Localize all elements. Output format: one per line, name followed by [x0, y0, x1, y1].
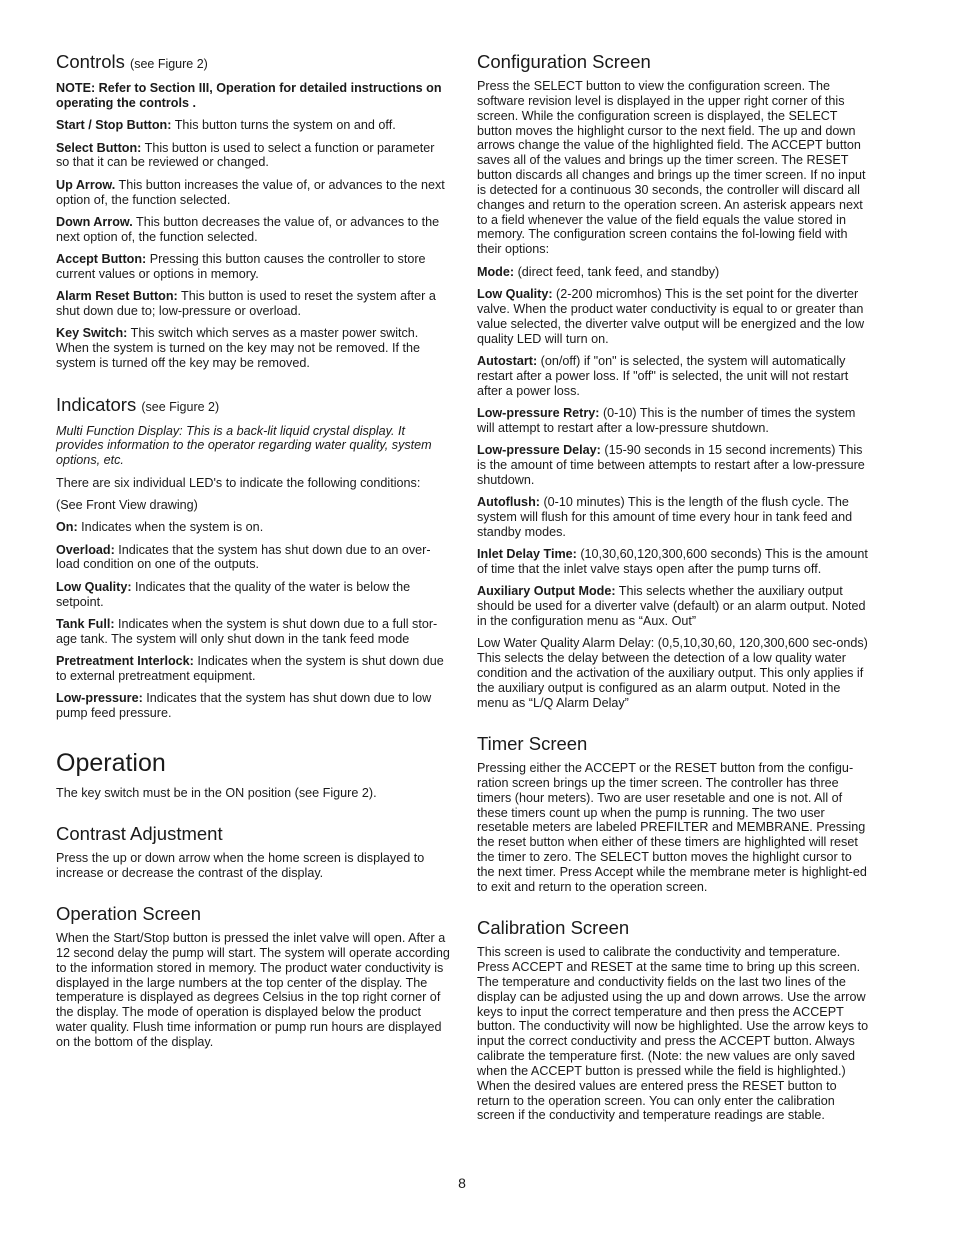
configuration-intro: Press the SELECT button to view the configuration screen. The software revision level is displayed in the upper right corner of this screen. While the configuration screen is displayed, the SELECT button moves the highlight cursor to the next field. The up and down arrows change the value of the highlighted field. The ACCEPT button saves all of the values and brings up the timer screen. The RESET button discards all changes and brings up the timer screen. If no input is detected for a continuous 30 seconds, the controller will discard all changes and return to the operation screen. An asterisk appears next to a field whenever the value of the field equals the value stored in memory. The configuration screen contains the fol-lowing field with their options:: [477, 79, 866, 257]
contrast-section: [56, 823, 450, 881]
indicators-section: [56, 394, 450, 722]
indicators-see: (See Front View drawing): [56, 497, 198, 512]
calibration-text: This screen is used to calibrate the conductivity and temperature. Press ACCEPT and RESET at the same time to bring up this screen. The temperature and conductivity fields on the last two lines of the display can be adjusted using the up and down arrows. Use the arrow keys to input the correct temperature and then press the ACCEPT button. The conductivity will now be highlighted. Use the arrow keys to input the correct conductivity and press the ACCEPT button. Always calibrate the temperature first. (Note: the new values are only saved when the ACCEPT button is pressed while the field is highlighted.) When the desired values are entered press the RESET button to return to the operation screen. You can only enter the calibration screen if the conductivity and temperature readings are stable.: [477, 945, 869, 1123]
page-number: 8: [458, 1175, 466, 1191]
configuration-section: [477, 51, 871, 711]
config-item: Auxiliary Output Mode: This selects whether the auxiliary output should be used for a diverter valve (default) or an alarm output. Noted in the configuration menu as “Aux. Out”: [477, 584, 866, 628]
operation-heading: Operation: [56, 748, 166, 777]
control-item: Down Arrow. This button decreases the value of, or advances to the next option of, the function selected.: [56, 214, 440, 244]
control-item: Start / Stop Button: This button turns the system on and off.: [56, 118, 396, 133]
left-column: [56, 51, 450, 1057]
calibration-section: [477, 917, 871, 1123]
config-item: Low Quality: (2-200 micromhos) This is the set point for the diverter valve. When the product water conductivity is equal to or greater than value selected, the diverter valve output will be energized and the low quality LED will turn on.: [477, 286, 865, 346]
control-item: Key Switch: This switch which serves as a master power switch. When the system is turned on the key may not be removed. If the system is turned off the key may be removed.: [56, 326, 421, 371]
timer-heading: Timer Screen: [477, 733, 588, 755]
timer-text: Pressing either the ACCEPT or the RESET button from the configu-ration screen brings up the timer screen. The controller has three timers (hour meters). Two are user resetable and one is not. All of these timers count up when the pump is running. The two user resetable meters are labeled PREFILTER and MEMBRANE. Pressing the reset button when either of these timers are highlighted will reset the timer to zero. The SELECT button moves the highlight cursor to the next timer. Press Accept while the membrane meter is highlight-ed to exit and return to the operation screen.: [477, 761, 867, 894]
contrast-text: Press the up or down arrow when the home screen is displayed to increase or decrease the contrast of the display.: [56, 850, 425, 880]
control-item: Select Button: This button is used to select a function or parameter so that it can be reviewed or changed.: [56, 140, 435, 170]
configuration-heading: Configuration Screen: [477, 51, 651, 72]
config-item: Autostart: (on/off) if "on" is selected, the system will automatically restart after a power loss. If "off" is selected, the unit will not restart after a power loss.: [477, 353, 849, 398]
indicators-heading: Indicators (see Figure 2): [56, 393, 220, 415]
operation-screen-text: When the Start/Stop button is pressed the inlet valve will open. After a 12 second delay the pump will start. The system will operate according to the information stored in memory. The product water conductivity is displayed in the large numbers at the top center of the display. The temperature is displayed as degrees Celsius in the top right corner of the display. The mode of operation is displayed below the product water quality. Flush time information or pump run hours are displayed on the bottom of the display.: [56, 931, 450, 1049]
indicator-item: Overload: Indicates that the system has shut down due to an over-load condition on one of the outputs.: [56, 542, 431, 572]
operation-screen-section: [56, 903, 450, 1050]
indicator-item: Pretreatment Interlock: Indicates when the system is shut down due to external pretreatment equipment.: [56, 654, 444, 683]
controls-heading: Controls (see Figure 2): [56, 51, 208, 72]
contrast-heading: Contrast Adjustment: [56, 822, 223, 844]
indicator-item: On: Indicates when the system is on.: [56, 520, 264, 535]
right-column: [477, 51, 871, 1131]
timer-section: [477, 733, 871, 895]
operation-text: The key switch must be in the ON position (see Figure 2).: [56, 785, 377, 800]
indicator-item: Low Quality: Indicates that the quality of the water is below the setpoint.: [56, 579, 411, 609]
indicators-intro: There are six individual LED's to indicate the following conditions:: [56, 475, 421, 490]
config-item: Low-pressure Delay: (15-90 seconds in 15 second increments) This is the amount of time between attempts to restart after a low-pressure shutdown.: [477, 443, 865, 487]
control-item: Up Arrow. This button increases the value of, or advances to the next option of, the function selected.: [56, 177, 445, 207]
operation-screen-heading: Operation Screen: [56, 903, 202, 925]
alarm-delay-text: Low Water Quality Alarm Delay: (0,5,10,30,60, 120,300,600 sec-onds) This selects the delay between the detection of a low quality water condition and the activation of the auxiliary output. This only applies if the auxiliary output is configured as an alarm output. Noted in the menu as “L/Q Alarm Delay”: [477, 636, 868, 710]
controls-note: NOTE: Refer to Section III, Operation for detailed instructions on operating the controls .: [56, 81, 442, 110]
indicator-item: Low-pressure: Indicates that the system has shut down due to low pump feed pressure.: [56, 691, 432, 721]
calibration-heading: Calibration Screen: [477, 917, 630, 939]
controls-section: [56, 51, 450, 371]
config-item: Autoflush: (0-10 minutes) This is the length of the flush cycle. The system will flush for this amount of time every hour in tank feed and standby modes.: [477, 495, 853, 539]
control-item: Alarm Reset Button: This button is used to reset the system after a shut down due to; low-pressure or overload.: [56, 289, 436, 319]
control-item: Accept Button: Pressing this button causes the controller to store current values or options in memory.: [56, 252, 426, 281]
config-item: Mode: (direct feed, tank feed, and standby): [477, 264, 720, 279]
operation-section: [56, 749, 450, 801]
config-item: Low-pressure Retry: (0-10) This is the number of times the system will attempt to restart after a low-pressure shutdown.: [477, 405, 856, 435]
config-item: Inlet Delay Time: (10,30,60,120,300,600 seconds) This is the amount of time that the inlet valve stays open after the pump turns off.: [477, 547, 868, 576]
display-description: Multi Function Display: This is a back-lit liquid crystal display. It provides information to the operator regarding water quality, system options, etc.: [56, 423, 432, 468]
indicator-item: Tank Full: Indicates when the system is shut down due to a full stor-age tank. The system will only shut down in the tank feed mode: [56, 616, 438, 646]
